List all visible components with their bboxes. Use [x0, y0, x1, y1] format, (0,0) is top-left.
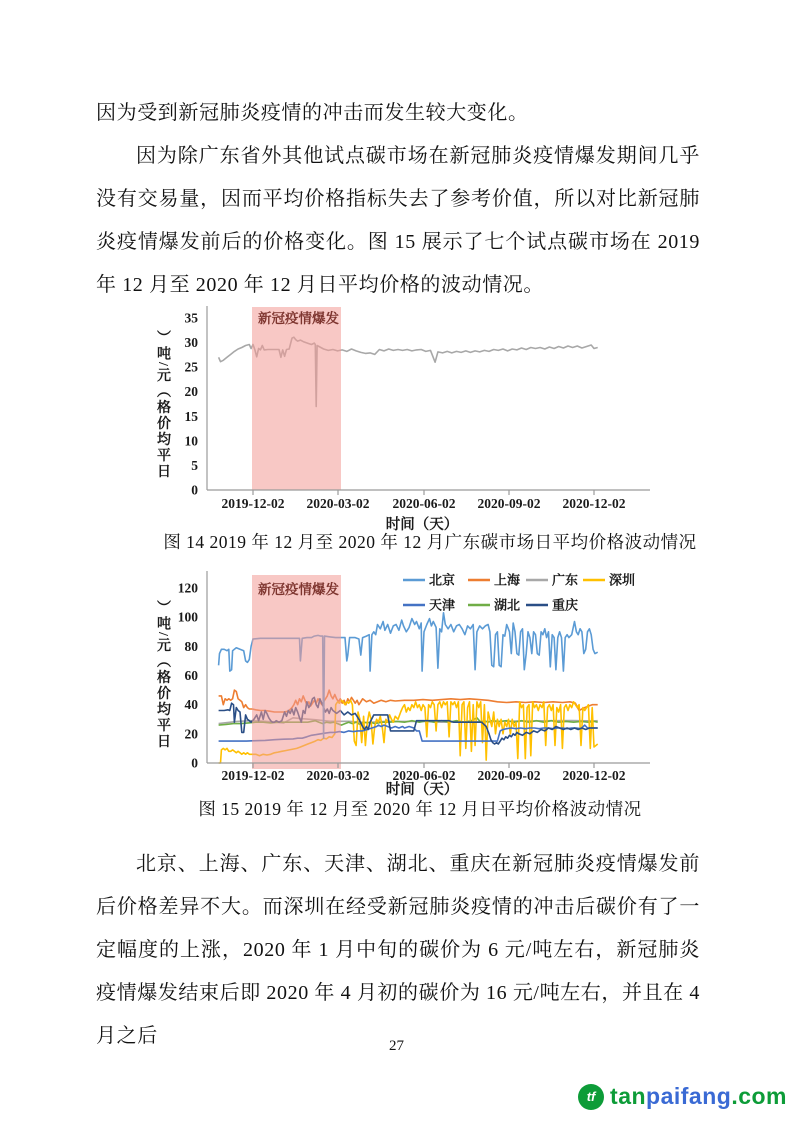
y-tick-label: 0 [191, 755, 198, 771]
x-axis-title: 时间（天） [385, 782, 459, 798]
legend-label-上海: 上海 [494, 572, 521, 588]
paragraph-2: 因为除广东省外其他试点碳市场在新冠肺炎疫情爆发期间几乎没有交易量，因而平均价格指标失去了参考价值，所以对比新冠肺炎疫情爆发前后的价格变化。图 15 展示了七个试点碳市场在 2019 年 12 月至 2020 年 12 月日平均价格的波动情况。 [96, 145, 700, 296]
x-tick-label: 2020-12-02 [562, 496, 626, 511]
tanpaifang-logo-text [610, 1083, 787, 1110]
covid-outbreak-label: 新冠疫情爆发 [258, 311, 339, 326]
fig15-caption: 图 15 2019 年 12 月至 2020 年 12 月日平均价格波动情况 [198, 799, 642, 819]
covid-outbreak-band [252, 575, 341, 769]
legend-label-湖北: 湖北 [494, 597, 521, 613]
y-tick-label: 15 [184, 408, 198, 424]
x-tick-label: 2020-06-02 [392, 768, 456, 783]
y-tick-label: 30 [184, 335, 198, 351]
x-tick-label: 2020-09-02 [477, 768, 541, 783]
y-tick-label: 120 [177, 580, 198, 596]
text-block-bottom [96, 843, 700, 1058]
fig14-caption: 图 14 2019 年 12 月至 2020 年 12 月广东碳市场日平均价格波动情况 [163, 532, 697, 552]
logo-text-paifang: paifang [646, 1083, 732, 1109]
x-tick-label: 2020-09-02 [477, 496, 541, 511]
paragraph-3: 北京、上海、广东、天津、湖北、重庆在新冠肺炎疫情爆发前后价格差异不大。而深圳在经受新冠肺炎疫情的冲击后碳价有了一定幅度的上涨，2020 年 1 月中旬的碳价为 6 元/吨左右，新冠肺炎疫情爆发结束后即 2020 年 4 月初的碳价为 16 元/吨左右，并且在 4 月之后 [96, 853, 700, 1047]
chart-fig14-guangdong-price [150, 296, 670, 542]
covid-outbreak-label: 新冠疫情爆发 [258, 582, 339, 597]
paragraph-continuation: 因为受到新冠肺炎疫情的冲击而发生较大变化。 [96, 102, 529, 124]
text-block-top [96, 92, 700, 307]
x-tick-label: 2019-12-02 [221, 768, 285, 783]
y-tick-label: 80 [184, 638, 198, 654]
y-tick-label: 60 [184, 668, 198, 683]
x-tick-label: 2020-12-02 [562, 768, 626, 783]
tanpaifang-logo-icon: tf [578, 1084, 604, 1110]
y-tick-label: 100 [177, 609, 198, 625]
x-tick-label: 2020-06-02 [392, 496, 456, 511]
x-tick-label: 2019-12-02 [221, 496, 285, 511]
legend-label-重庆: 重庆 [552, 597, 579, 613]
y-tick-label: 5 [191, 457, 198, 473]
y-tick-label: 40 [184, 697, 198, 713]
y-tick-label: 20 [184, 384, 198, 400]
covid-outbreak-band [252, 307, 341, 490]
logo-text-tan: tan [610, 1083, 647, 1109]
x-axis-title: 时间（天） [385, 517, 459, 533]
y-tick-label: 35 [184, 310, 198, 326]
y-tick-label: 25 [184, 359, 198, 375]
chart-fig15-multicity-price [150, 563, 670, 803]
y-tick-label: 0 [191, 482, 198, 498]
site-watermark [578, 1083, 787, 1110]
legend-label-北京: 北京 [429, 572, 456, 588]
logo-text-com: .com [731, 1083, 787, 1109]
chart-canvas [150, 563, 670, 803]
fig15-y-axis-title: ）吨/元（格价均平日 [155, 600, 170, 750]
x-tick-label: 2020-03-02 [306, 768, 370, 783]
chart-canvas [150, 296, 670, 542]
x-tick-label: 2020-03-02 [306, 496, 370, 511]
page-number: 27 [389, 1038, 404, 1054]
fig14-y-axis-title: ）吨/元（格价均平日 [155, 330, 170, 480]
legend-label-深圳: 深圳 [609, 572, 636, 588]
y-tick-label: 20 [184, 726, 198, 742]
y-tick-label: 10 [184, 433, 198, 449]
legend-label-天津: 天津 [429, 597, 456, 613]
legend-label-广东: 广东 [552, 572, 579, 588]
